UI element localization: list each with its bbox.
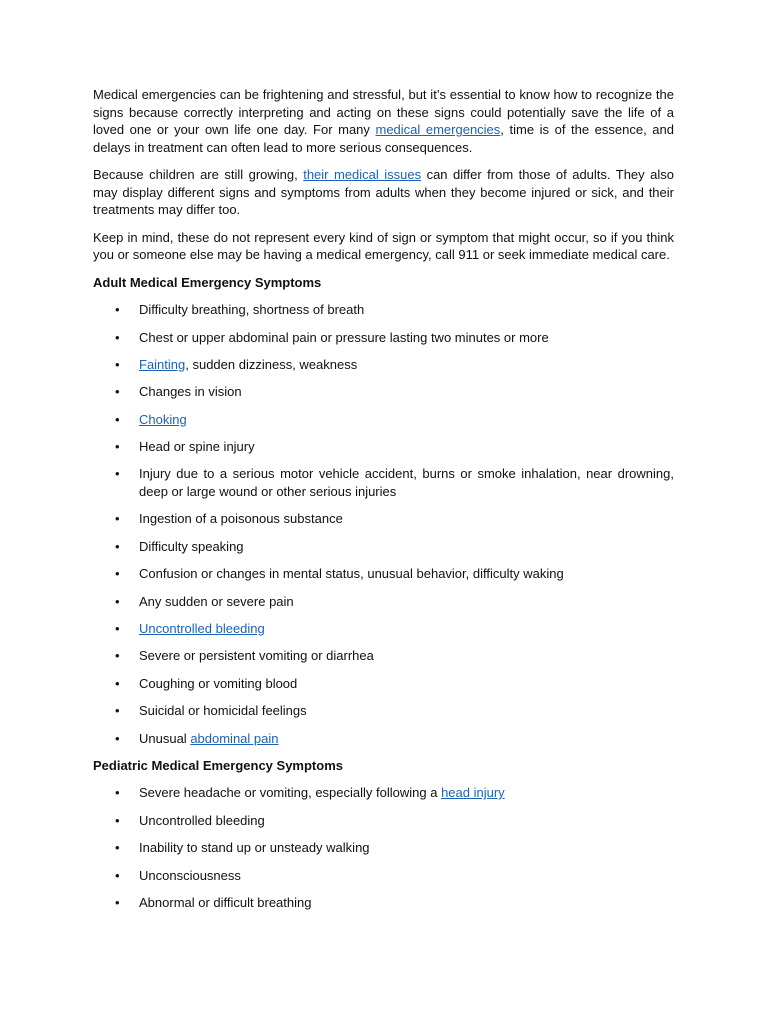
adult-symptom-list-item bbox=[93, 593, 674, 611]
pediatric-symptom-item-text: Unconsciousness bbox=[139, 867, 241, 883]
pediatric-symptoms-heading: Pediatric Medical Emergency Symptoms bbox=[93, 757, 343, 773]
adult-symptom-item-text: Head or spine injury bbox=[139, 439, 255, 455]
adult-symptom-item-text: , sudden dizziness, weakness bbox=[185, 356, 358, 372]
adult-symptom-item-text: Coughing or vomiting blood bbox=[139, 675, 298, 691]
intro-p2-text-a: Because children are still growing, bbox=[93, 167, 304, 183]
bullet-icon: • bbox=[115, 538, 120, 554]
adult-symptom-item-text: Confusion or changes in mental status, unusual behavior, difficulty waking bbox=[139, 566, 564, 582]
adult-symptom-item-text: Difficulty speaking bbox=[139, 538, 244, 554]
bullet-icon: • bbox=[115, 730, 120, 746]
bullet-icon: • bbox=[115, 466, 120, 482]
intro-paragraph-3: Keep in mind, these do not represent every kind of sign or symptom that might occur, so if you think you or someone else may be having a medical emergency, call 911 or seek immediate medical care. bbox=[93, 229, 674, 263]
adult-symptom-list-item bbox=[93, 411, 674, 429]
adult-symptom-list-item bbox=[93, 438, 674, 456]
adult-symptom-item-text: Any sudden or severe pain bbox=[139, 593, 294, 609]
bullet-icon: • bbox=[115, 566, 120, 582]
document-page bbox=[93, 86, 674, 921]
pediatric-symptom-item-text: Severe headache or vomiting, especially following a bbox=[139, 785, 442, 801]
link-abdominal-pain[interactable]: abdominal pain bbox=[190, 730, 279, 746]
bullet-icon: • bbox=[115, 894, 120, 910]
adult-symptom-list-item bbox=[93, 565, 674, 583]
bullet-icon: • bbox=[115, 648, 120, 664]
intro-p2-text-b: can differ from those of adults. They also may display different signs and symptoms from adults when they become injured or sick, and their treatments may differ too. bbox=[93, 167, 674, 218]
intro-p1-text-b: , time is of the essence, and delays in treatment can often lead to more serious consequences. bbox=[93, 122, 674, 155]
adult-symptom-list-item bbox=[93, 383, 674, 401]
adult-symptom-list-item bbox=[93, 329, 674, 347]
link-their-medical-issues[interactable]: their medical issues bbox=[303, 167, 422, 183]
adult-symptom-item-text: Changes in vision bbox=[139, 384, 242, 400]
adult-symptoms-heading: Adult Medical Emergency Symptoms bbox=[93, 274, 322, 290]
pediatric-symptoms-list bbox=[93, 784, 674, 911]
adult-symptom-list-item bbox=[93, 730, 674, 748]
link-medical-emergencies[interactable]: medical emergencies bbox=[375, 122, 501, 138]
pediatric-symptom-list-item bbox=[93, 894, 674, 912]
adult-symptom-list-item bbox=[93, 620, 674, 638]
adult-symptom-list-item bbox=[93, 510, 674, 528]
intro-p1-text-a: Medical emergencies can be frightening and stressful, but it’s essential to know how to recognize the signs because correctly interpreting and acting on these signs could potentially save the life of a loved one or your own life one day. For many bbox=[93, 87, 674, 138]
bullet-icon: • bbox=[115, 785, 120, 801]
bullet-icon: • bbox=[115, 411, 120, 427]
adult-symptom-list-item bbox=[93, 675, 674, 693]
link-uncontrolled-bleeding[interactable]: Uncontrolled bleeding bbox=[139, 621, 265, 637]
intro-paragraph-1 bbox=[93, 86, 674, 156]
adult-symptoms-list bbox=[93, 301, 674, 747]
pediatric-symptom-item-text: Abnormal or difficult breathing bbox=[139, 894, 312, 910]
pediatric-symptom-list-item bbox=[93, 839, 674, 857]
bullet-icon: • bbox=[115, 621, 120, 637]
adult-symptom-list-item bbox=[93, 465, 674, 500]
bullet-icon: • bbox=[115, 675, 120, 691]
adult-symptom-list-item bbox=[93, 301, 674, 319]
bullet-icon: • bbox=[115, 511, 120, 527]
intro-paragraph-2 bbox=[93, 166, 674, 219]
bullet-icon: • bbox=[115, 867, 120, 883]
pediatric-symptom-item-text: Uncontrolled bleeding bbox=[139, 812, 265, 828]
adult-symptom-item-text: Chest or upper abdominal pain or pressure lasting two minutes or more bbox=[139, 329, 549, 345]
bullet-icon: • bbox=[115, 356, 120, 372]
bullet-icon: • bbox=[115, 703, 120, 719]
adult-symptom-item-text: Unusual bbox=[139, 730, 191, 746]
adult-symptom-item-text: Suicidal or homicidal feelings bbox=[139, 703, 307, 719]
bullet-icon: • bbox=[115, 384, 120, 400]
pediatric-symptom-list-item bbox=[93, 784, 674, 802]
adult-symptom-item-text: Injury due to a serious motor vehicle accident, burns or smoke inhalation, near drowning, deep or large wound or other serious injuries bbox=[139, 466, 674, 500]
bullet-icon: • bbox=[115, 812, 120, 828]
pediatric-symptom-list-item bbox=[93, 867, 674, 885]
pediatric-symptom-item-text: Inability to stand up or unsteady walking bbox=[139, 840, 370, 856]
adult-symptom-list-item bbox=[93, 538, 674, 556]
bullet-icon: • bbox=[115, 840, 120, 856]
adult-symptom-item-text: Ingestion of a poisonous substance bbox=[139, 511, 343, 527]
adult-symptom-item-text: Difficulty breathing, shortness of breath bbox=[139, 302, 365, 318]
adult-symptom-list-item bbox=[93, 647, 674, 665]
adult-symptom-item-text: Severe or persistent vomiting or diarrhea bbox=[139, 648, 374, 664]
link-fainting[interactable]: Fainting bbox=[139, 356, 186, 372]
bullet-icon: • bbox=[115, 302, 120, 318]
pediatric-symptom-list-item bbox=[93, 812, 674, 830]
adult-symptom-list-item bbox=[93, 702, 674, 720]
bullet-icon: • bbox=[115, 329, 120, 345]
bullet-icon: • bbox=[115, 593, 120, 609]
link-head-injury[interactable]: head injury bbox=[441, 785, 505, 801]
adult-symptom-list-item bbox=[93, 356, 674, 374]
bullet-icon: • bbox=[115, 439, 120, 455]
link-choking[interactable]: Choking bbox=[139, 411, 187, 427]
